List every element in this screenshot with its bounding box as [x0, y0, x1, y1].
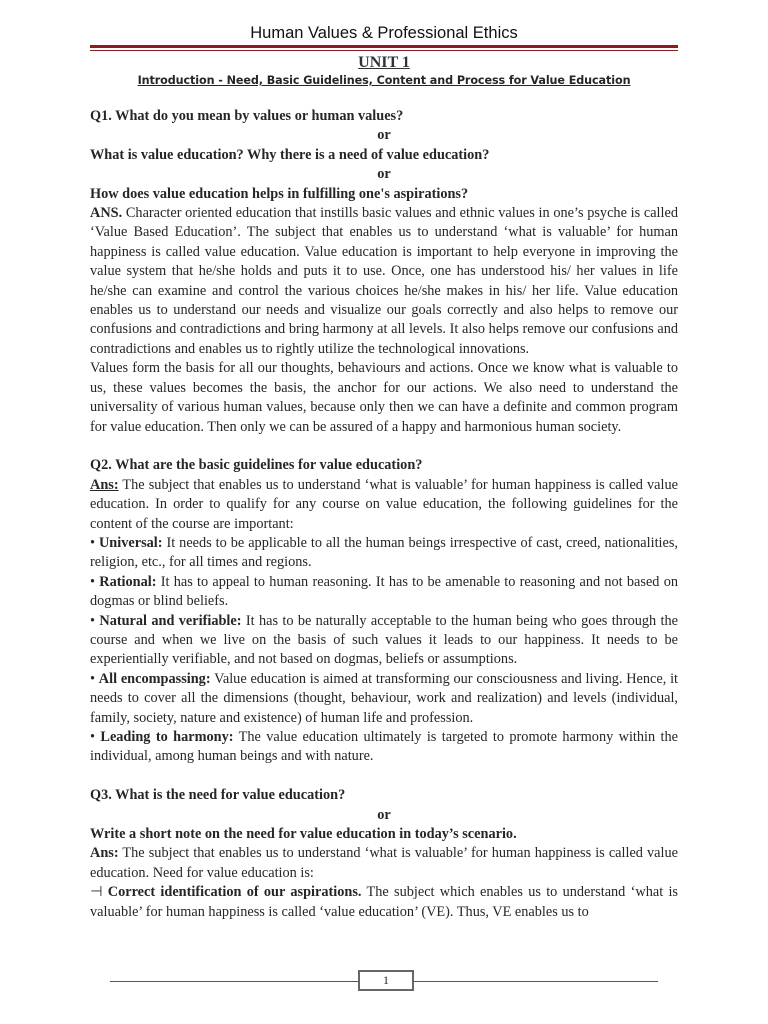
bullet-text: The subject which enables us to understand ‘what is valuable’ for human happiness is called ‘value education’ (VE). Thus, VE enables us to: [90, 884, 678, 920]
list-item: [90, 573, 678, 612]
q2-intro-text: The subject that enables us to understand ‘what is valuable’ for human happiness is called value education. In order to qualify for any course on value education, the following guidelines for the content of the course are important:: [90, 476, 678, 532]
bullet-icon: •: [90, 573, 96, 590]
q1-question-a: Q1. What do you mean by values or human values?: [90, 108, 404, 124]
bullet-term: Leading to harmony:: [100, 728, 234, 745]
q3-question-b: Write a short note on the need for value education in today’s scenario.: [90, 826, 517, 842]
bullet-icon: •: [90, 670, 96, 687]
unit-subtitle: Introduction - Need, Basic Guidelines, Content and Process for Value Education: [137, 74, 631, 87]
q2-ans-label: Ans:: [90, 476, 119, 493]
page-number: 1: [358, 970, 414, 991]
q1-question-c: How does value education helps in fulfilling one's aspirations?: [90, 185, 469, 202]
q1-answer-para1: [90, 204, 678, 359]
bullet-term: Correct identification of our aspirations.: [107, 884, 362, 901]
bullet-term: Rational:: [99, 573, 157, 590]
list-item: [90, 534, 678, 573]
q1-ans-label: ANS.: [90, 205, 123, 222]
unit-heading: UNIT 1: [358, 54, 410, 71]
q3-answer-intro: [90, 844, 678, 883]
bullet-term: All encompassing:: [98, 670, 211, 687]
list-item: [90, 883, 678, 922]
q3-question-a: Q3. What is the need for value education?: [90, 787, 346, 804]
document-header: Human Values & Professional Ethics: [250, 24, 518, 42]
bullet-text: It has to be naturally acceptable to the human being who goes through the course and when we live on the basis of such values it leads to our happiness. It needs to be experientially verifiable, and not based on dogmas, beliefs or assumptions.: [90, 612, 679, 668]
page-content: [90, 53, 678, 922]
header-rule-thin: [90, 50, 678, 51]
q2-question: Q2. What are the basic guidelines for value education?: [90, 457, 423, 474]
arrow-bullet-icon: ⊣: [90, 884, 103, 901]
bullet-text: It needs to be applicable to all the human beings irrespective of cast, creed, nationalities, religion, etc., for all times and regions.: [90, 534, 678, 571]
header-rule-thick: [90, 45, 678, 48]
bullet-icon: •: [90, 612, 96, 629]
q1-answer-para2: Values form the basis for all our thoughts, behaviours and actions. Once we know what is valuable to us, these values becomes the basis, the anchor for our actions. We also need to understand the universality of various human values, because only then we can have a definite and common program for value education. Then only we can be assured of a happy and harmonious human society.: [90, 360, 678, 435]
list-item: [90, 670, 678, 728]
bullet-term: Universal:: [98, 534, 163, 551]
bullet-text: The value education ultimately is targeted to promote harmony within the individual, among human beings and with nature.: [90, 728, 678, 765]
list-item: [90, 612, 678, 670]
q3-intro-text: The subject that enables us to understand ‘what is valuable’ for human happiness is called value education. Need for value education is:: [90, 845, 678, 881]
q3-ans-label: Ans:: [90, 845, 119, 862]
q1-question-b: What is value education? Why there is a need of value education?: [90, 146, 490, 163]
q1-or-b: or: [377, 166, 391, 183]
q1-or-a: or: [377, 127, 391, 144]
q3-or-a: or: [377, 806, 391, 823]
bullet-text: Value education is aimed at transforming our consciousness and living. Hence, it needs to cover all the dimensions (thought, behaviour, work and realization) and levels (individual, family, society, nature and existence) of human life and profession.: [90, 670, 679, 726]
bullet-text: It has to appeal to human reasoning. It has to be amenable to reasoning and not based on dogmas or blind beliefs.: [90, 573, 678, 610]
bullet-icon: •: [90, 534, 96, 551]
bullet-term: Natural and verifiable:: [99, 612, 242, 629]
bullet-icon: •: [90, 728, 96, 745]
q2-answer-intro: [90, 476, 678, 534]
q1-para1-text: Character oriented education that instills basic values and ethnic values in one’s psyche is called ‘Value Based Education’. The subject that enables us to understand ‘what is valuable’ for human happiness is called value education. Value education is important to help everyone in improving the value system that he/she holds and puts it to use. Once, one has understood his/ her values in life he/she can examine and control the various choices he/she makes in his/ her life. Value education enables us to understand our needs and visualize our goals correctly and also helps to remove our confusions and contradictions and bring harmony at all levels. It also helps remove our confusions and contradictions and enables us to rightly utilize the technological innovations.: [90, 205, 678, 357]
list-item: [90, 728, 678, 767]
